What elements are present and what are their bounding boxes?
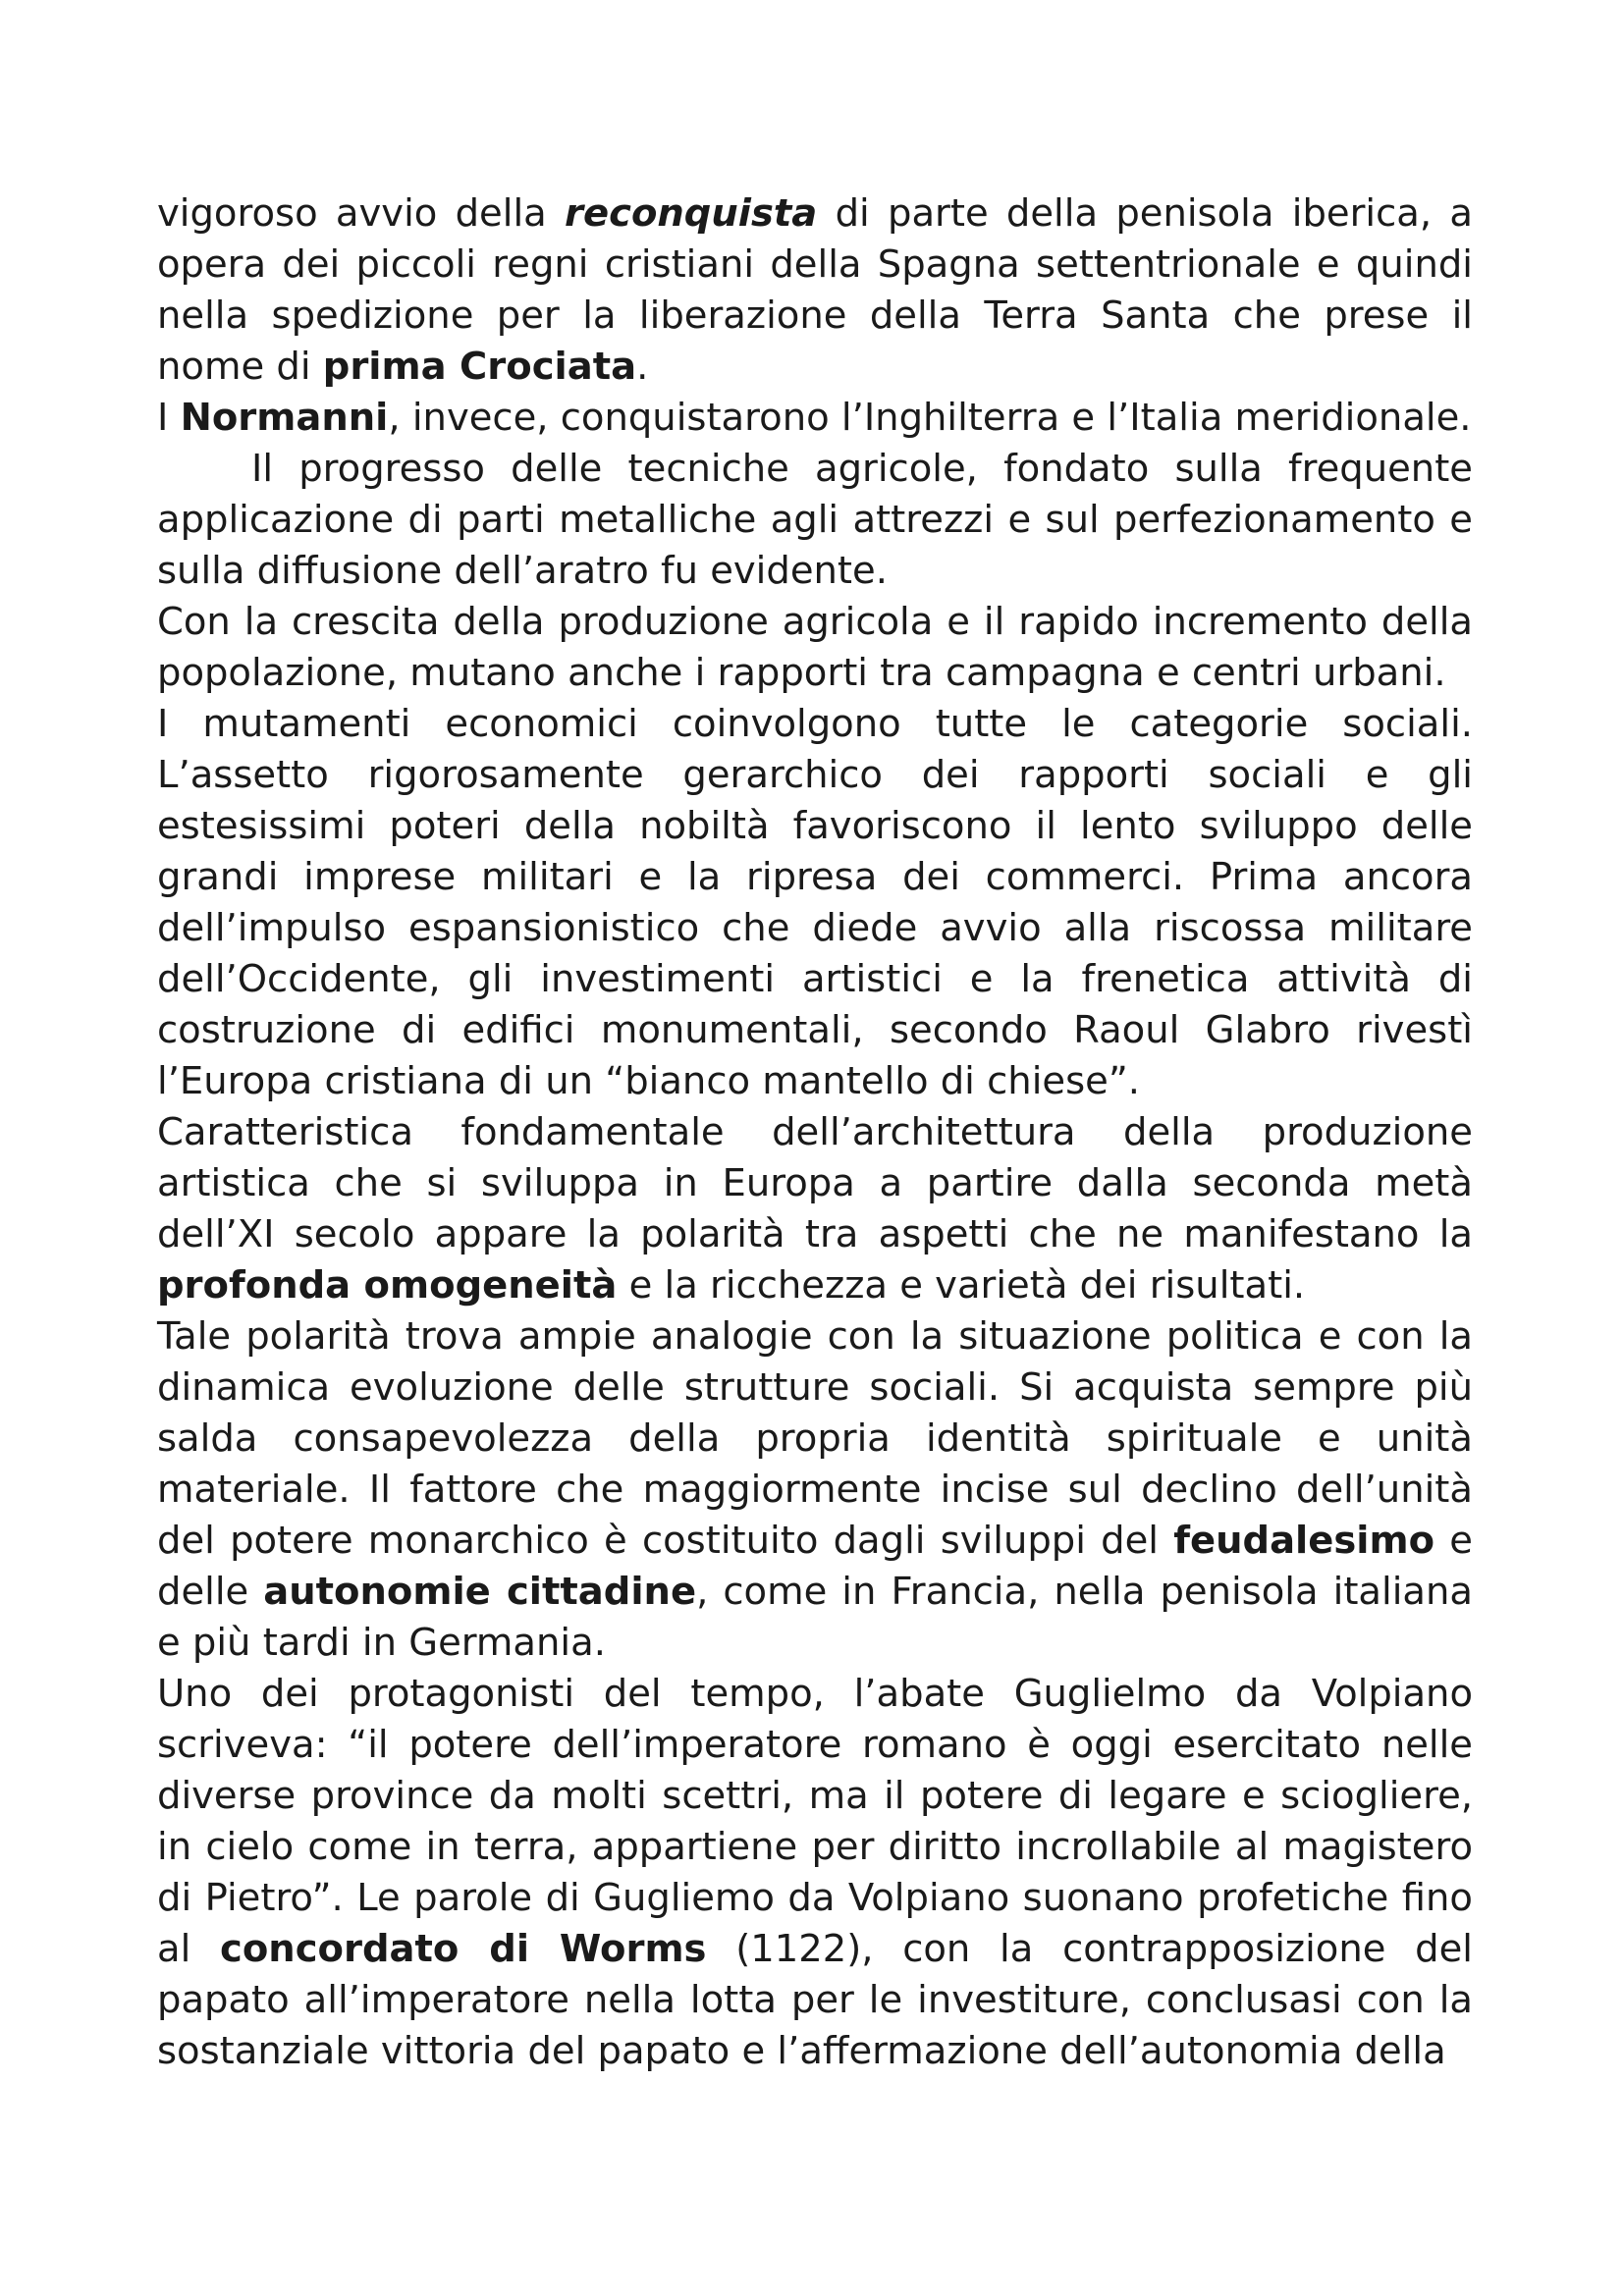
text-run: Tale polarità trova ampie analogie con la situazione politica e con la dinamica evoluzione delle strutture sociali. Si acquista sempre più salda consapevolezza della propria identità spirituale e unità materiale. Il fattore che maggiormente incise sul declino dell’unità del potere monarchico è costituito dagli sviluppi del — [157, 1314, 1473, 1563]
text-run: e la ricchezza e varietà dei risultati. — [617, 1263, 1306, 1308]
bold-italic-term — [565, 191, 817, 236]
paragraph — [157, 1669, 1473, 2077]
paragraph — [157, 393, 1473, 444]
paragraph — [157, 1107, 1473, 1311]
bold-italic-term-text: reconquista — [565, 191, 818, 236]
bold-term: feudalesimo — [1173, 1519, 1435, 1563]
text-run: , come in Francia, nella penisola italiana e più tardi in Germania. — [157, 1570, 1473, 1665]
document-page — [157, 188, 1473, 2077]
text-run: Uno dei protagonisti del tempo, l’abate Guglielmo da Volpiano scriveva: “il potere dell’imperatore romano è oggi esercitato nelle diverse province da molti scettri, ma il potere di legare e sciogliere, in cielo come in terra, appartiene per diritto incrollabile al magistero di Pietro”. Le parole di Gugliemo da Volpiano suonano profetiche fino al — [157, 1672, 1473, 1971]
paragraph — [157, 597, 1473, 699]
bold-term: profonda omogeneità — [157, 1263, 618, 1308]
bold-term: concordato di Worms — [220, 1927, 707, 1971]
text-run: , invece, conquistarono l’Inghilterra e l’Italia meridionale. — [388, 396, 1472, 440]
bold-term: prima Crociata — [322, 345, 637, 389]
text-run: Il progresso delle tecniche agricole, fondato sulla frequente applicazione di parti metalliche agli attrezzi e sul perfezionamento e sulla diffusione dell’aratro fu evidente. — [157, 447, 1473, 593]
text-run: di parte della penisola iberica, a opera dei piccoli regni cristiani della Spagna settentrionale e quindi nella spedizione per la liberazione della Terra Santa che prese il nome di — [157, 191, 1473, 389]
text-run: e delle — [157, 1519, 1473, 1614]
text-run: I mutamenti economici coinvolgono tutte le categorie sociali. L’assetto rigorosamente gerarchico dei rapporti sociali e gli estesissimi poteri della nobiltà favoriscono il lento sviluppo delle grandi imprese militari e la ripresa dei commerci. Prima ancora dell’impulso espansionistico che diede avvio alla riscossa militare dell’Occidente, gli investimenti artistici e la frenetica attività di costruzione di edifici monumentali, secondo Raoul Glabro rivestì l’Europa cristiana di un “bianco mantello di chiese”. — [157, 702, 1473, 1103]
text-run: I — [157, 396, 181, 440]
document-body — [157, 188, 1473, 2077]
text-run: Con la crescita della produzione agricola e il rapido incremento della popolazione, mutano anche i rapporti tra campagna e centri urbani. — [157, 600, 1473, 695]
text-run: . — [636, 345, 649, 389]
paragraph — [157, 699, 1473, 1107]
text-run: (1122), con la contrapposizione del papato all’imperatore nella lotta per le investiture, conclusasi con la sostanziale vittoria del papato e l’affermazione dell’autonomia della — [157, 1927, 1474, 2073]
bold-term: Normanni — [180, 396, 389, 440]
bold-term: autonomie cittadine — [263, 1570, 697, 1614]
paragraph — [157, 444, 1473, 597]
paragraph — [157, 188, 1473, 393]
paragraph — [157, 1311, 1473, 1669]
text-run: Caratteristica fondamentale dell’architettura della produzione artistica che si sviluppa in Europa a partire dalla seconda metà dell’XI secolo appare la polarità tra aspetti che ne manifestano la — [157, 1110, 1473, 1256]
text-run: vigoroso avvio della — [157, 191, 566, 236]
